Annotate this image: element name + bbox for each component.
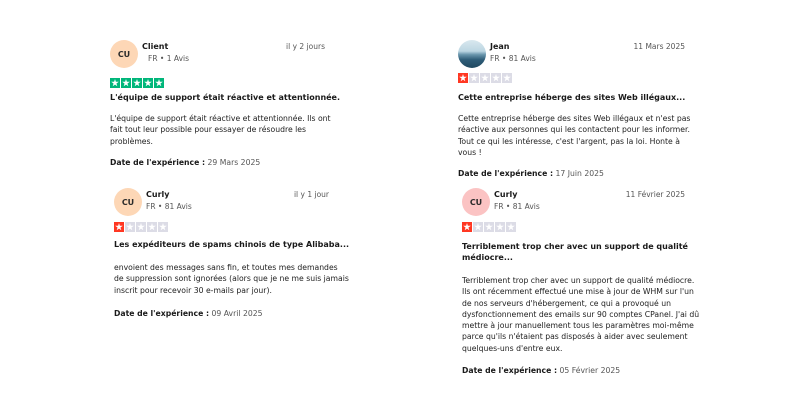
star-icon	[110, 78, 120, 88]
experience-date	[458, 169, 698, 178]
experience-value: 09 Avril 2025	[211, 309, 263, 318]
reviewer-meta: FR • 81 Avis	[146, 202, 192, 211]
review-title[interactable]: Les expéditeurs de spams chinois de type Alibaba...	[114, 240, 350, 249]
review-date: 11 Février 2025	[625, 190, 685, 199]
review-body: envoient des messages sans fin, et toutes mes demandes de suppression sont ignorées (alors que je ne me suis jamais inscrit pour recevoir 30 e-mails par jour).	[114, 263, 349, 295]
avatar[interactable]: CU	[114, 188, 142, 216]
review-card	[114, 188, 350, 318]
star-rating	[458, 73, 512, 83]
star-icon	[506, 222, 516, 232]
experience-label: Date de l'expérience :	[114, 309, 210, 318]
experience-value: 05 Février 2025	[559, 366, 621, 375]
star-rating	[114, 222, 168, 232]
avatar[interactable]	[458, 40, 486, 68]
star-icon	[469, 73, 479, 83]
star-icon	[491, 73, 501, 83]
avatar[interactable]: CU	[110, 40, 138, 68]
avatar[interactable]: CU	[462, 188, 490, 216]
review-card	[458, 40, 691, 178]
star-icon	[121, 78, 131, 88]
star-icon	[114, 222, 124, 232]
review-card	[462, 188, 700, 375]
star-rating	[110, 78, 164, 88]
reviewer-name[interactable]: Curly	[146, 190, 170, 199]
reviewer-meta: FR • 81 Avis	[494, 202, 540, 211]
star-icon	[132, 78, 142, 88]
star-icon	[495, 222, 505, 232]
review-date: 11 Mars 2025	[633, 42, 685, 51]
experience-date	[462, 366, 702, 375]
star-icon	[143, 78, 153, 88]
experience-value: 17 Juin 2025	[555, 169, 604, 178]
star-icon	[480, 73, 490, 83]
reviewer-name[interactable]: Curly	[494, 190, 518, 199]
experience-value: 29 Mars 2025	[207, 158, 261, 167]
review-body: L'équipe de support était réactive et attentionnée. Ils ont fait tout leur possible pour essayer de résoudre les problèmes.	[110, 114, 331, 146]
review-date: il y 1 jour	[293, 190, 329, 199]
star-rating	[462, 222, 516, 232]
star-icon	[158, 222, 168, 232]
review-card	[110, 40, 341, 167]
star-icon	[462, 222, 472, 232]
star-icon	[147, 222, 157, 232]
reviewer-name[interactable]: Client	[142, 42, 169, 51]
experience-date	[114, 309, 354, 318]
review-body: Terriblement trop cher avec un support de qualité médiocre. Ils ont récemment effectué une mise à jour de WHM sur l'un de nos serveurs d'hébergement, ce qui a provoqué un dysfonctionnement des emails sur 90 comptes CPanel. J'ai dû mettre à jour manuellement tous les paramètres moi-même parce qu'ils n'étaient pas disposés à aider avec seulement quelques-uns d'entre eux.	[462, 276, 700, 353]
star-icon	[125, 222, 135, 232]
reviewer-meta: FR • 81 Avis	[490, 54, 536, 63]
experience-label: Date de l'expérience :	[462, 366, 558, 375]
star-icon	[136, 222, 146, 232]
review-title[interactable]: Cette entreprise héberge des sites Web illégaux...	[458, 93, 686, 102]
reviewer-meta: FR • 1 Avis	[148, 54, 189, 63]
review-date: il y 2 jours	[286, 42, 325, 51]
star-icon	[154, 78, 164, 88]
star-icon	[502, 73, 512, 83]
star-icon	[473, 222, 483, 232]
reviewer-name[interactable]: Jean	[490, 42, 510, 51]
review-title[interactable]: L'équipe de support était réactive et attentionnée.	[110, 93, 341, 102]
review-body: Cette entreprise héberge des sites Web illégaux et n'est pas réactive aux personnes qui les contactent pour les informer. Tout ce qui les intéresse, c'est l'argent, pas la loi. Honte à vous !	[458, 114, 691, 157]
review-title[interactable]: Terriblement trop cher avec un support de qualité médiocre...	[462, 242, 688, 262]
star-icon	[484, 222, 494, 232]
experience-date	[110, 158, 350, 167]
star-icon	[458, 73, 468, 83]
experience-label: Date de l'expérience :	[110, 158, 206, 167]
experience-label: Date de l'expérience :	[458, 169, 554, 178]
